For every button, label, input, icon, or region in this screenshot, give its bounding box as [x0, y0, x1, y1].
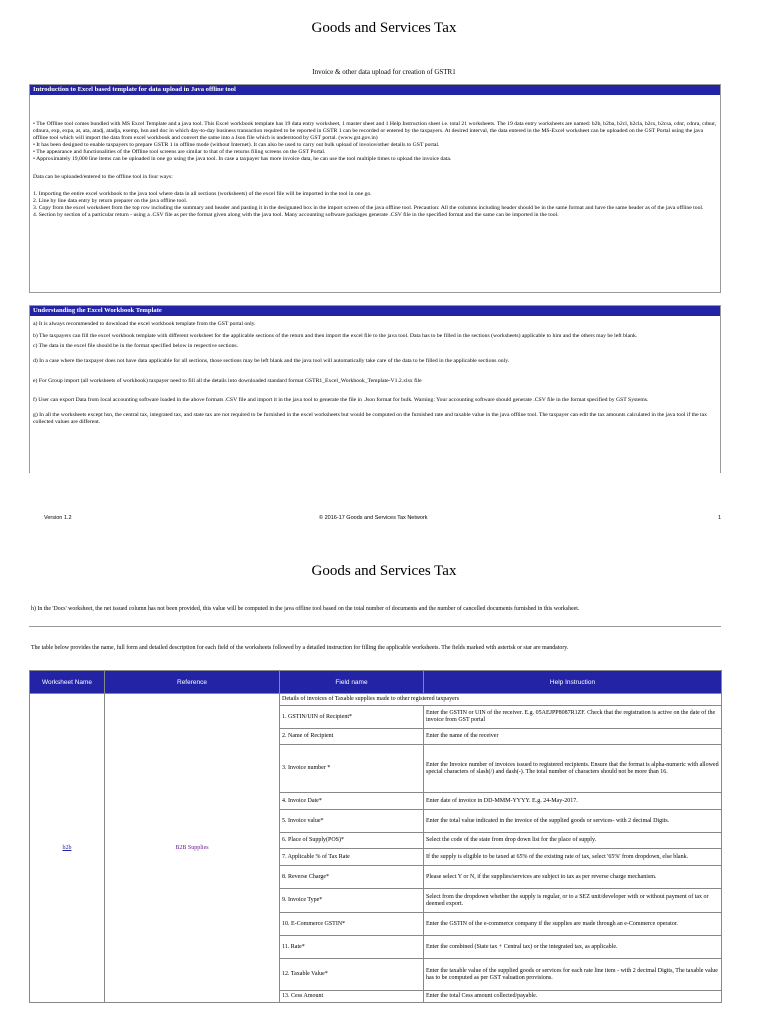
understanding-item: d) In a case where the taxpayer does not have data applicable for all sections, those sections may be left blank and the java tool will automatically take care of the data to be filled in the applicable sections only.	[33, 358, 510, 364]
understanding-section	[29, 305, 721, 473]
help-cell: Enter the GSTIN or UIN of the receiver. E.g. 05AEJPP8087R1ZF. Check that the registration is active on the date of the invoice from GST portal	[424, 706, 722, 729]
field-name-cell: 10. E-Commerce GSTIN*	[280, 913, 424, 936]
intro-list-item: 2. Line by line data entry by return preparer on the java offline tool.	[33, 198, 188, 204]
field-name-cell: 3. Invoice number *	[280, 745, 424, 793]
intro-list-item: 4. Section by section of a particular return - using a .CSV file as per the format given along with the java tool. Many accounting software packages generate .CSV file in the specified format and the same can be imported in the tool.	[33, 212, 559, 218]
page-number: 1	[717, 515, 721, 521]
understanding-item: e) For Group import (all worksheets of workbook) taxpayer need to fill all the details into downloaded standard format GSTR1_Excel_Workbook_Template-V1.2.xlsx file	[33, 378, 422, 384]
help-cell: Enter the GSTIN of the e-commerce company if the supplies are made through an e-Commerce operator.	[424, 913, 722, 936]
page-title: Goods and Services Tax	[311, 20, 457, 36]
intro-list-item: 1. Importing the entire excel workbook to the java tool where data in all sections (worksheets) of the excel file will be imported in the tool in one go.	[33, 191, 372, 197]
reference-cell: B2B Supplies	[105, 694, 280, 1003]
column-header: Field name	[280, 671, 424, 694]
worksheet-link[interactable]: b2b	[30, 694, 105, 1003]
help-cell: Select the code of the state from drop down list for the place of supply.	[424, 833, 722, 849]
understanding-item: a) It is always recommended to download the excel workbook template from the GST portal only.	[33, 321, 256, 327]
understanding-item: c) The data in the excel file should be in the format specified below in respective sections.	[33, 343, 239, 349]
field-name-cell: 9. Invoice Type*	[280, 889, 424, 913]
page-title: Goods and Services Tax	[311, 563, 457, 579]
help-cell: Enter the combined (State tax + Central tax) or the integrated tax, as applicable.	[424, 936, 722, 959]
intro-paragraph: • It has been designed to enable taxpayers to prepare GSTR 1 in offline mode (without Internet). It can also be used to carry out bulk upload of invoice/other details to GST portal.	[33, 142, 440, 148]
help-cell: Please select Y or N, if the supplies/services are subject to tax as per reverse charge mechanism.	[424, 866, 722, 889]
docs-note: h) In the 'Docs' worksheet, the net issued column has not been provided, this value will be computed in the java offline tool based on the total number of documents and the number of cancelled documents furnished in this worksheet.	[31, 606, 580, 612]
field-name-cell: 1. GSTIN/UIN of Recipient*	[280, 706, 424, 729]
help-cell: Enter the total value indicated in the invoice of the supplied goods or services- with 2 decimal Digits.	[424, 810, 722, 833]
column-header: Help Instruction	[424, 671, 722, 694]
table-intro: The table below provides the name, full form and detailed description for each field of the worksheets followed by a detailed instruction for filling the applicable worksheets. The fields marked with asterisk or star are mandatory.	[31, 645, 569, 651]
field-name-cell: 11. Rate*	[280, 936, 424, 959]
table-header-row	[30, 671, 722, 694]
help-cell: Enter the total Cess amount collected/payable.	[424, 991, 722, 1003]
help-cell: Enter the Invoice number of invoices issued to registered recipients. Ensure that the format is alpha-numeric with allowed special characters of slash(/) and dash(-). The total number of characters should not be more than 16.	[424, 745, 722, 793]
field-name-cell: 4. Invoice Date*	[280, 793, 424, 810]
section-description: Details of invoices of Taxable supplies made to other registered taxpayers	[280, 694, 722, 706]
page-separator	[0, 543, 768, 544]
column-header: Worksheet Name	[30, 671, 105, 694]
help-cell: Enter the taxable value of the supplied goods or services for each rate line item - with 2 decimal Digits, The taxable value has to be computed as per GST valuation provisions.	[424, 959, 722, 991]
understanding-item: f) User can export Data from local accounting software loaded in the above formats .CSV file and import it in the java tool to generate the file in .Json format for bulk. Warning: Your accounting software should generate .CSV file in the format specified by GST Systems.	[33, 397, 649, 403]
intro-paragraph: Data can be uploaded/entered to the offline tool in four ways:	[33, 174, 173, 180]
help-cell: Enter date of invoice in DD-MMM-YYYY. E.g. 24-May-2017.	[424, 793, 722, 810]
field-name-cell: 13. Cess Amount	[280, 991, 424, 1003]
understanding-item: g) In all the worksheets except hsn, the central tax, integrated tax, and state tax are not required to be furnished in the excel worksheets but would be computed on the furnished rate and taxable value in the java offline tool. The taxpayer can edit the tax amounts calculated in the java tool if the tax collected values are different.	[33, 412, 707, 425]
copyright-text: © 2016-17 Goods and Services Tax Network	[319, 515, 428, 521]
intro-section-header: Introduction to Excel based template for data upload in Java offline tool	[30, 85, 720, 95]
help-cell: Enter the name of the receiver	[424, 729, 722, 745]
document-subtitle: Invoice & other data upload for creation of GSTR1	[312, 68, 456, 76]
version-label: Version 1.2	[44, 515, 72, 521]
intro-paragraph: • Approximately 19,000 line items can be uploaded in one go using the java tool. In case a taxpayer has more invoice data, he can use the tool multiple times to upload the invoice data.	[33, 156, 452, 162]
field-name-cell: 8. Reverse Charge*	[280, 866, 424, 889]
intro-section	[29, 84, 721, 293]
field-name-cell: 6. Place of Supply(POS)*	[280, 833, 424, 849]
help-cell: If the supply is eligible to be taxed at 65% of the existing rate of tax, select '65%' from dropdown, else blank.	[424, 849, 722, 866]
understanding-section-header: Understanding the Excel Workbook Template	[30, 306, 720, 316]
field-name-cell: 12. Taxable Value*	[280, 959, 424, 991]
field-name-cell: 2. Name of Recipient	[280, 729, 424, 745]
intro-list-item: 3. Copy from the excel worksheet from the top row including the summary and header and pasting it in the designated box in the import screen of the java offline tool. Precaution: All the columns including header should be in the same format and have the same header as of the java offline tool.	[33, 205, 704, 211]
field-table	[29, 670, 722, 1003]
understanding-item: b) The taxpayers can fill the excel workbook template with different worksheet for the applicable sections of the return and then import the excel file to the java tool. Data has to be filled in the sections (worksheets) applicable to him and the others may be left blank.	[33, 333, 638, 339]
help-cell: Select from the dropdown whether the supply is regular, or to a SEZ unit/developer with or without payment of tax or deemed export.	[424, 889, 722, 913]
divider	[29, 626, 721, 627]
intro-paragraph: • The Offline tool comes bundled with MS Excel Template and a java tool. This Excel workbook template has 19 data entry worksheet, 1 master sheet and 1 Help Instruction sheet i.e. total 21 worksheets. The 19 data entry worksheets are named: b2b, b2ba, b2cl, b2cla, b2cs, b2csa, cdnr, cdnra, cdnur, cdnura, exp, expa, at, ata, atadj, atadja, exemp, hsn and doc in which day-to-day business transaction required to be reported in GSTR 1 can be recorded or entered by the taxpayers. At desired interval, the data entered in the MS-Excel worksheet can be uploaded on the GST Portal using the java offline tool which will import the data from excel workbook and convert the same into a Json file which is understood by GST portal. (www.gst.gov.in)	[33, 121, 717, 141]
table-row	[30, 694, 722, 706]
intro-paragraph: • The appearance and functionalities of the Offline tool screens are similar to that of the returns filing screens on the GST Portal.	[33, 149, 326, 155]
column-header: Reference	[105, 671, 280, 694]
field-name-cell: 7. Applicable % of Tax Rate	[280, 849, 424, 866]
field-name-cell: 5. Invoice value*	[280, 810, 424, 833]
